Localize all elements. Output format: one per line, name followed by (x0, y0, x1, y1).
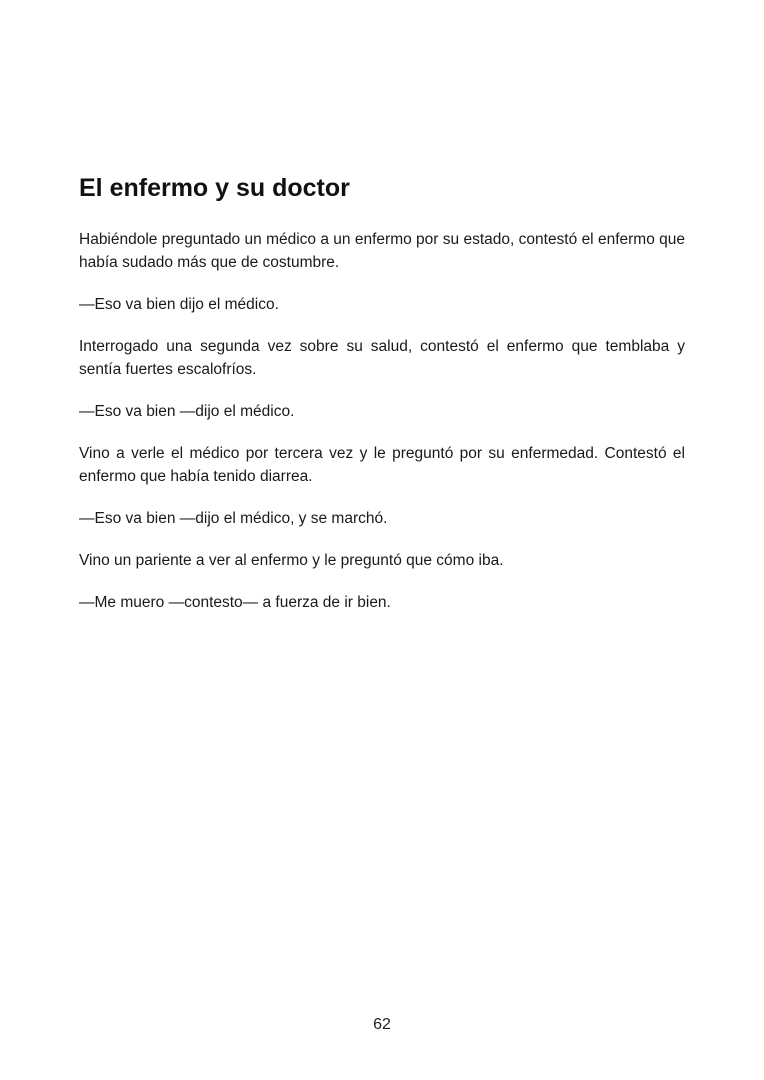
paragraph: Vino un pariente a ver al enfermo y le preguntó que cómo iba. (79, 552, 504, 569)
paragraph: —Me muero —contesto— a fuerza de ir bien. (79, 594, 391, 611)
paragraph: —Eso va bien —dijo el médico, y se marchó. (79, 510, 388, 527)
paragraph: Vino a verle el médico por tercera vez y le preguntó por su enfermedad. Contestó el enfermo que había tenido diarrea. (79, 445, 685, 485)
paragraph: Habiéndole preguntado un médico a un enfermo por su estado, contestó el enfermo que había sudado más que de costumbre. (79, 231, 685, 271)
paragraph: —Eso va bien dijo el médico. (79, 296, 279, 313)
paragraph: Interrogado una segunda vez sobre su salud, contestó el enfermo que temblaba y sentía fuertes escalofríos. (79, 338, 685, 378)
page-title: El enfermo y su doctor (79, 174, 350, 202)
page-number: 62 (373, 1016, 391, 1033)
paragraph: —Eso va bien —dijo el médico. (79, 403, 295, 420)
body-text (79, 228, 685, 633)
